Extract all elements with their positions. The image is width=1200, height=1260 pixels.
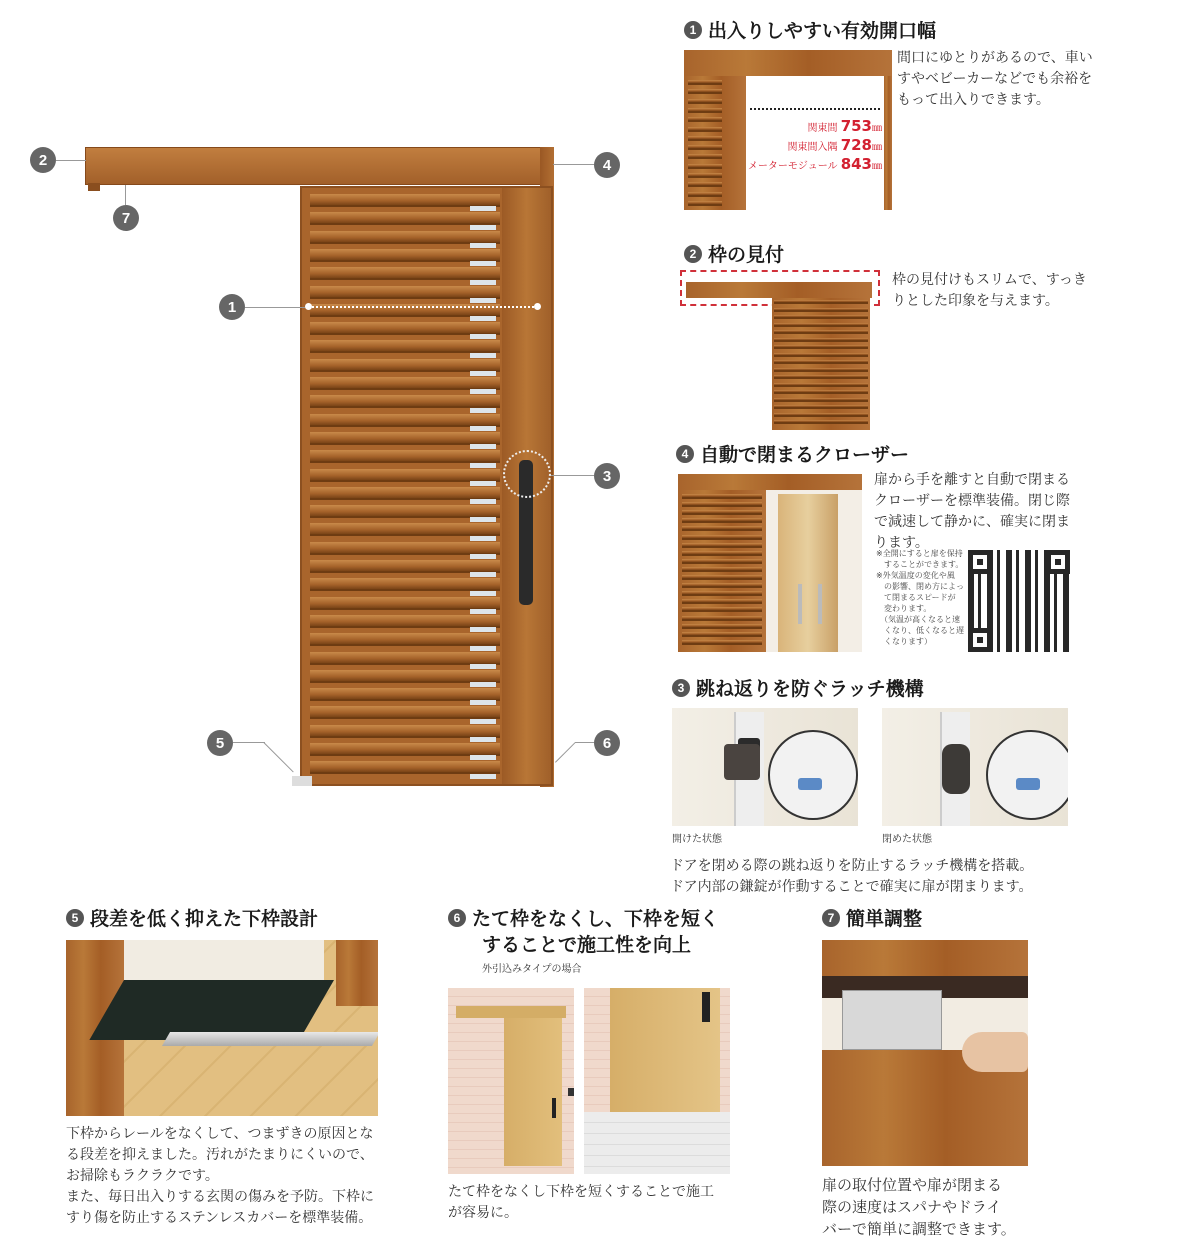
louver-glass <box>470 554 496 559</box>
louver-slat <box>310 231 500 244</box>
louver-slat <box>682 632 762 637</box>
louver-slat <box>774 413 868 417</box>
sec1-body-line: もって出入りできます。 <box>897 92 1050 108</box>
latch-open-photo <box>672 708 858 826</box>
louver-slat <box>682 583 762 588</box>
dim-row-kanto: 関東間 753㎜ <box>807 117 882 135</box>
louver-glass <box>470 700 496 705</box>
louver-slat <box>310 706 500 719</box>
louver-slat <box>688 173 722 178</box>
sec4-body-line: クローザーを標準装備。閉じ際 <box>874 493 1070 509</box>
sec4-note-line: ※外気温度の変化や風 <box>876 571 955 580</box>
louver-slat <box>682 526 762 531</box>
louver-glass <box>470 408 496 413</box>
sec3-badge: 3 <box>672 679 690 697</box>
louver-slat <box>774 398 868 402</box>
sec4-closer-photo <box>678 474 862 652</box>
sec7-body-line: 扉の取付位置や扉が閉まる <box>822 1176 1003 1194</box>
louver-slat <box>310 212 500 225</box>
sec4-note-line: くなります） <box>876 637 932 646</box>
sec2-badge: 2 <box>684 245 702 263</box>
louver-glass <box>470 719 496 724</box>
louver-slat <box>310 542 500 555</box>
sec7-badge: 7 <box>822 909 840 927</box>
sec3-title: 跳ね返りを防ぐラッチ機構 <box>696 678 924 700</box>
louver-glass <box>470 755 496 760</box>
sec1-dimensions <box>730 118 882 175</box>
louver-slat <box>310 670 500 683</box>
sec7-body-line: 際の速度はスパナやドライ <box>822 1198 1002 1216</box>
sec6-photo-closeup <box>584 988 730 1174</box>
sec7-body <box>822 1174 1052 1240</box>
sec6-heading-line2 <box>482 930 691 957</box>
callout-5-leader-diag <box>263 742 293 772</box>
louver-slat <box>682 494 762 499</box>
louver-slat <box>310 286 500 299</box>
louver-slat <box>310 505 500 518</box>
louver-slat <box>310 340 500 353</box>
louver-slat <box>682 510 762 515</box>
louver-slat <box>310 322 500 335</box>
sec6-badge: 6 <box>448 909 466 927</box>
louver-slat <box>688 201 722 206</box>
louver-slat <box>774 323 868 327</box>
sec2-door-photo <box>772 298 870 430</box>
louver-slat <box>310 615 500 628</box>
louver-slat <box>774 353 868 357</box>
louver-glass <box>470 353 496 358</box>
louver-glass <box>470 334 496 339</box>
sec1-title: 出入りしやすい有効開口幅 <box>708 20 937 42</box>
louver-slat <box>774 360 868 364</box>
callout-1-badge: 1 <box>219 294 245 320</box>
louver-slat <box>688 80 722 85</box>
sec5-body <box>66 1124 396 1229</box>
width-line-dot-left <box>305 303 312 310</box>
sec5-threshold-photo <box>66 940 378 1116</box>
sec2-body-line: 枠の見付けもスリムで、すっき <box>892 272 1087 288</box>
handle-highlight-circle <box>503 450 551 498</box>
louver-slat <box>774 308 868 312</box>
sec4-note-line: ※全開にすると扉を保持 <box>876 549 963 558</box>
sec4-note-line: 変わります。 <box>876 604 932 613</box>
sec7-adjustment-photo <box>822 940 1028 1166</box>
louver-slat <box>310 359 500 372</box>
sec6-photo-exterior <box>448 988 574 1174</box>
louver-glass <box>470 774 496 779</box>
sec4-body-line: 扉から手を離すと自動で閉まる <box>874 472 1070 488</box>
callout-5-leader <box>233 742 265 743</box>
dim-row-kanto-irisumi: 関東間入隅 728㎜ <box>787 136 882 154</box>
louver-glass <box>470 389 496 394</box>
sec5-body-line: また、毎日出入りする玄関の傷みを予防。下枠に <box>66 1189 374 1205</box>
sec6-subtitle: 外引込みタイプの場合 <box>482 964 582 975</box>
louver-glass <box>470 261 496 266</box>
louver-glass <box>470 627 496 632</box>
louver-slat <box>682 599 762 604</box>
sec4-note-line: （気温が高くなると速 <box>876 615 960 624</box>
louver-slat <box>310 633 500 646</box>
louver-glass <box>470 444 496 449</box>
louver-slat <box>688 127 722 132</box>
louver-glass <box>470 572 496 577</box>
louver-slat <box>688 182 722 187</box>
sec2-frame-rail <box>686 282 872 298</box>
louver-slat <box>774 345 868 349</box>
sec4-badge: 4 <box>676 445 694 463</box>
louver-slat <box>688 108 722 113</box>
sec2-title: 枠の見付 <box>708 244 785 266</box>
callout-1-leader <box>245 307 305 308</box>
sec4-notes <box>876 548 966 647</box>
sec7-body-line: バーで簡単に調整できます。 <box>822 1220 1016 1238</box>
louver-slat <box>682 591 762 596</box>
louver-slat <box>310 267 500 280</box>
louver-slat <box>774 315 868 319</box>
sec7-heading <box>822 904 922 931</box>
louver-slat <box>774 390 868 394</box>
louver-glass <box>470 609 496 614</box>
louver-slat <box>682 502 762 507</box>
louver-glass <box>470 536 496 541</box>
louver-slat <box>310 432 500 445</box>
louver-slat <box>682 624 762 629</box>
sec1-body <box>897 48 1097 111</box>
louver-slat <box>682 640 762 645</box>
louver-slat <box>774 300 868 304</box>
callout-6-leader-diag <box>555 742 576 763</box>
sec5-body-line: る段差を抑えました。汚れがたまりにくいので、 <box>66 1147 374 1163</box>
louver-slat <box>774 420 868 424</box>
sec4-note-line: の影響、閉め方によっ <box>876 582 964 591</box>
louver-slat <box>310 249 500 262</box>
sec3-body-line: ドア内部の鎌錠が作動することで確実に扉が閉まります。 <box>670 879 1033 895</box>
louver-slat <box>310 725 500 738</box>
frame-header-rail <box>85 147 553 185</box>
louver-glass <box>470 664 496 669</box>
louver-slat <box>774 330 868 334</box>
sec5-body-line: 下枠からレールをなくして、つまずきの原因とな <box>66 1126 374 1142</box>
louver-slat <box>310 597 500 610</box>
louver-slat <box>310 652 500 665</box>
louver-glass <box>470 682 496 687</box>
louver-glass <box>470 243 496 248</box>
louver-glass <box>470 737 496 742</box>
callout-7-leader <box>125 185 126 205</box>
callout-5-badge: 5 <box>207 730 233 756</box>
opening-width-line <box>308 306 538 308</box>
sec6-heading <box>448 904 719 931</box>
sec1-body-line: 間口にゆとりがあるので、車い <box>897 50 1093 66</box>
sec3-body <box>670 856 1090 898</box>
louver-glass <box>470 591 496 596</box>
louver-slat <box>310 487 500 500</box>
louver-glass <box>470 371 496 376</box>
louver-slat <box>682 567 762 572</box>
louver-glass <box>470 280 496 285</box>
louver-glass <box>470 426 496 431</box>
width-line-dot-right <box>534 303 541 310</box>
sec4-body-line: ります。 <box>874 535 929 551</box>
louver-glass <box>470 646 496 651</box>
louver-slat <box>310 414 500 427</box>
louver-slat <box>310 377 500 390</box>
louver-glass <box>470 298 496 303</box>
louver-slat <box>310 450 500 463</box>
callout-6-leader <box>575 742 594 743</box>
louver-slat <box>688 154 722 159</box>
louver-slat <box>310 395 500 408</box>
louver-slat <box>682 518 762 523</box>
sec4-note-line: することができます。 <box>876 560 964 569</box>
latch-closed-photo <box>882 708 1068 826</box>
sec4-body-line: で減速して静かに、確実に閉ま <box>874 514 1070 530</box>
louver-slat <box>310 469 500 482</box>
latch-closed-caption: 閉めた状態 <box>882 834 932 845</box>
door-louvers <box>310 194 500 780</box>
sec4-body <box>874 470 1084 554</box>
sec3-heading <box>672 674 924 701</box>
louver-slat <box>310 194 500 207</box>
rail-end-cap <box>88 183 100 191</box>
louver-slat <box>774 338 868 342</box>
sec5-body-line: お掃除もラクラクです。 <box>66 1168 219 1184</box>
louver-slat <box>682 535 762 540</box>
louver-slat <box>688 145 722 150</box>
callout-2-badge: 2 <box>30 147 56 173</box>
louver-slat <box>774 368 868 372</box>
sec6-title-line1: たて枠をなくし、下枠を短く <box>472 908 720 930</box>
sec2-heading <box>684 240 784 267</box>
callout-3-badge: 3 <box>594 463 620 489</box>
louver-slat <box>310 761 500 774</box>
louver-slat <box>774 405 868 409</box>
sec1-badge: 1 <box>684 21 702 39</box>
sec4-title: 自動で閉まるクローザー <box>700 444 910 466</box>
louver-glass <box>470 225 496 230</box>
louver-slat <box>688 89 722 94</box>
callout-7-badge: 7 <box>113 205 139 231</box>
sec6-title-line2: することで施工性を向上 <box>482 934 692 956</box>
louver-slat <box>682 616 762 621</box>
sec6-body <box>448 1182 748 1224</box>
sec5-body-line: すり傷を防止するステンレスカバーを標準装備。 <box>66 1210 373 1226</box>
louver-glass <box>470 481 496 486</box>
louver-slat <box>682 607 762 612</box>
louver-slat <box>688 117 722 122</box>
sec5-heading <box>66 904 318 931</box>
sec5-badge: 5 <box>66 909 84 927</box>
louver-slat <box>310 688 500 701</box>
louver-glass <box>470 517 496 522</box>
sec6-body-line: が容易に。 <box>448 1205 518 1221</box>
louver-slat <box>682 551 762 556</box>
latch-open-caption: 開けた状態 <box>672 834 722 845</box>
louver-slat <box>688 192 722 197</box>
louver-glass <box>470 463 496 468</box>
louver-slat <box>310 743 500 756</box>
sec2-body-line: りとした印象を与えます。 <box>892 293 1059 309</box>
sec1-body-line: すやベビーカーなどでも余裕を <box>897 71 1093 87</box>
callout-2-leader <box>56 160 86 161</box>
floor-threshold <box>292 776 312 786</box>
sec5-title: 段差を低く抑えた下枠設計 <box>90 908 319 930</box>
callout-4-badge: 4 <box>594 152 620 178</box>
sec4-note-line: て閉まるスピードが <box>876 593 956 602</box>
dim-row-meter-module: メーターモジュール 843㎜ <box>747 155 882 173</box>
louver-slat <box>688 136 722 141</box>
louver-slat <box>310 560 500 573</box>
sec3-body-line: ドアを閉める際の跳ね返りを防止するラッチ機構を搭載。 <box>670 858 1034 874</box>
louver-slat <box>682 559 762 564</box>
louver-slat <box>774 375 868 379</box>
louver-glass <box>470 206 496 211</box>
qr-code-icon[interactable] <box>968 550 1070 652</box>
sec7-title: 簡単調整 <box>846 908 923 930</box>
louver-glass <box>470 499 496 504</box>
louver-slat <box>688 164 722 169</box>
callout-3-leader <box>551 475 594 476</box>
sec2-body <box>892 270 1102 312</box>
callout-6-badge: 6 <box>594 730 620 756</box>
louver-slat <box>310 523 500 536</box>
louver-slat <box>682 575 762 580</box>
louver-slat <box>688 99 722 104</box>
sec1-heading <box>684 16 936 43</box>
sec4-heading <box>676 440 909 467</box>
louver-slat <box>774 383 868 387</box>
louver-slat <box>682 543 762 548</box>
louver-slat <box>310 578 500 591</box>
sec4-note-line: くなり、低くなると遅 <box>876 626 964 635</box>
louver-glass <box>470 316 496 321</box>
sec6-body-line: たて枠をなくし下枠を短くすることで施工 <box>448 1184 714 1200</box>
callout-4-leader <box>553 164 594 165</box>
